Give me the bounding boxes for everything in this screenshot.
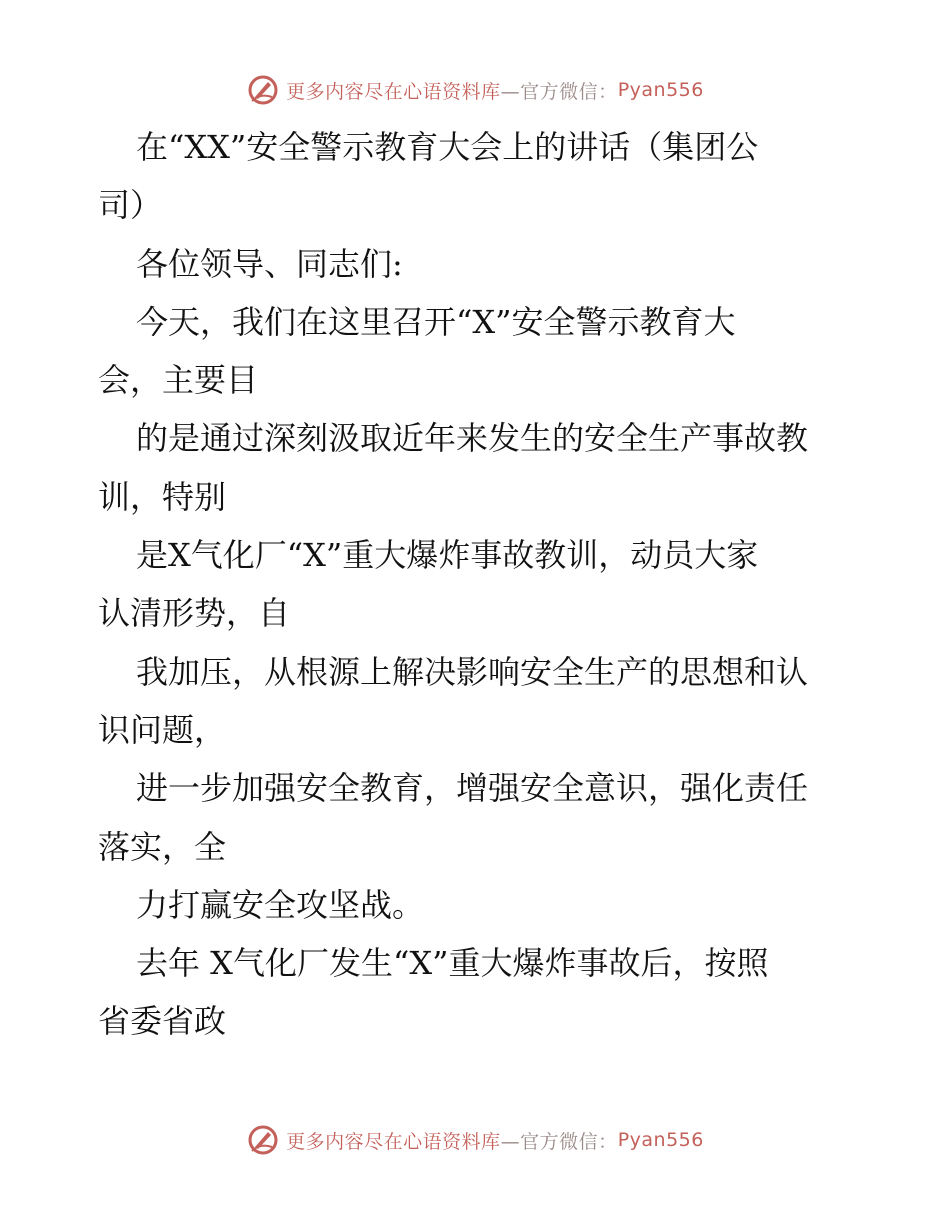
text-line: 会，主要目 [98, 361, 259, 400]
footer-banner-wechat-id: Pyan556 [617, 1129, 704, 1151]
text-line: 是X气化厂“X”重大爆炸事故教训，动员大家 [136, 536, 759, 575]
header-banner-text: 更多内容尽在心语资料库 [286, 80, 501, 103]
text-line: 今天，我们在这里召开“X”安全警示教育大 [136, 302, 736, 341]
text-line: 我加压，从根源上解决影响安全生产的思想和认 [136, 652, 809, 691]
footer-banner-wechat-label: —官方微信： [500, 1130, 618, 1153]
header-banner [0, 70, 950, 110]
text-line: 在“XX”安全警示教育大会上的讲话（集团公 [136, 128, 759, 166]
text-line: 训，特别 [98, 477, 227, 516]
footer-banner [0, 1120, 950, 1160]
ink-pen-swirl-logo-icon [246, 1123, 280, 1157]
text-line: 司） [98, 186, 163, 225]
text-line: 进一步加强安全教育，增强安全意识，强化责任 [136, 769, 809, 808]
text-line: 各位领导、同志们: [136, 244, 403, 283]
speech-body [98, 118, 858, 1051]
footer-banner-text: 更多内容尽在心语资料库 [286, 1130, 501, 1153]
text-line: 力打赢安全攻坚战。 [136, 885, 425, 924]
text-line: 的是通过深刻汲取近年来发生的安全生产事故教 [136, 419, 809, 458]
text-line: 识问题， [98, 710, 227, 749]
ink-pen-swirl-logo-icon [246, 73, 280, 107]
header-banner-wechat-label: —官方微信： [500, 80, 618, 103]
text-line: 去年 X气化厂发生“X”重大爆炸事故后，按照 [136, 944, 769, 983]
text-line: 省委省政 [98, 1002, 227, 1041]
text-line: 落实，全 [98, 827, 227, 866]
header-banner-wechat-id: Pyan556 [617, 79, 704, 101]
text-line: 认清形势，自 [98, 594, 291, 633]
